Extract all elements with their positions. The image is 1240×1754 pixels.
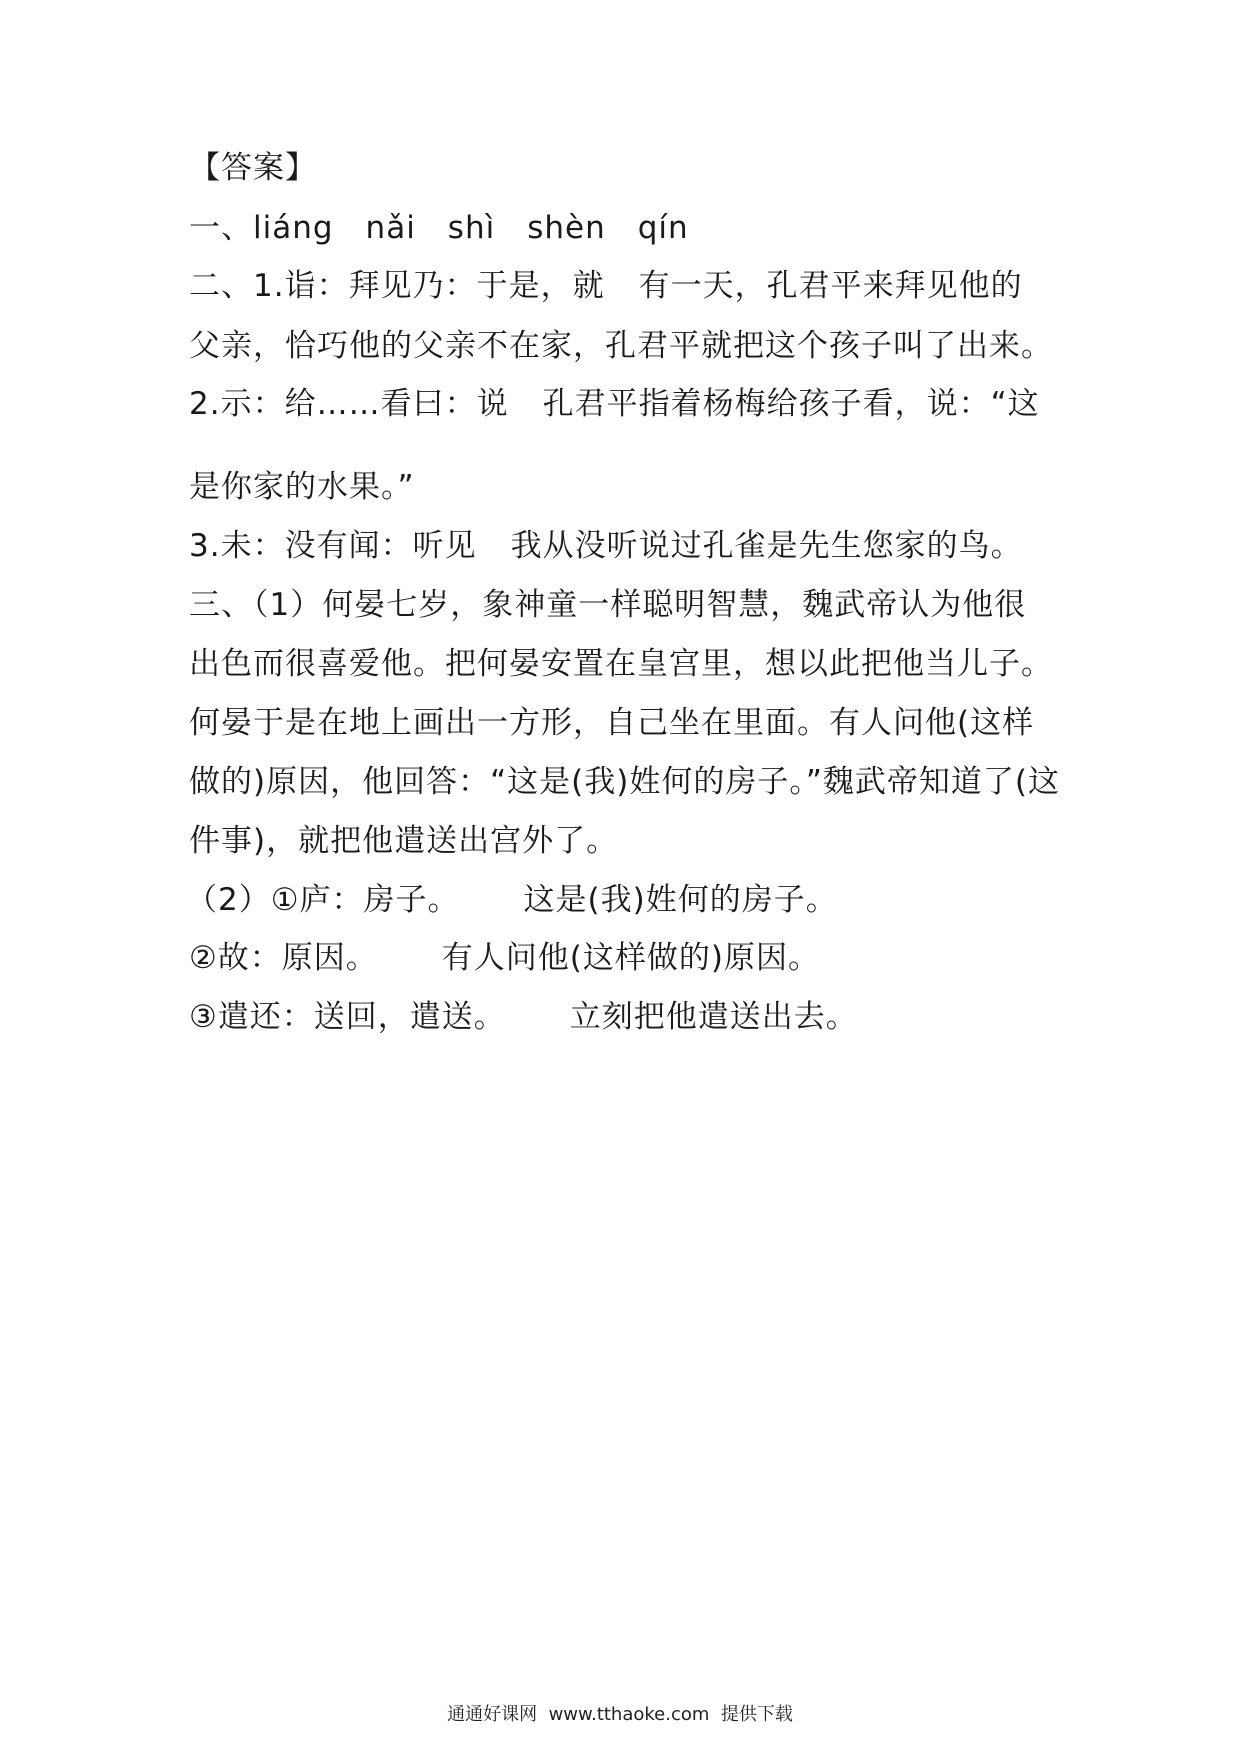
section1-pinyin: 一、liáng nǎi shì shèn qín <box>189 210 689 246</box>
section3-paragraph-line2: 出色而很喜爱他。把何晏安置在皇宫里，想以此把他当儿子。 <box>189 646 1053 682</box>
answer-heading: 【答案】 <box>189 150 317 186</box>
section2-line1-part-a: 二、1.诣：拜见乃：于是，就 <box>189 268 605 304</box>
section3-paragraph-line5: 件事)，就把他遣送出宫外了。 <box>189 823 619 859</box>
section3-q4-part-a: ③遣还：送回，遣送。 <box>189 999 506 1035</box>
section2-line3-part-a: 2.示：给……看曰：说 <box>189 386 509 422</box>
section2-line2: 父亲，恰巧他的父亲不在家，孔君平就把这个孩子叫了出来。 <box>189 328 1053 364</box>
section2-line3-part-b: 孔君平指着杨梅给孩子看，说：“这 <box>542 386 1040 422</box>
section2-line5-part-a: 3.未：没有闻：听见 <box>189 528 477 564</box>
section2-line5-part-b: 我从没听说过孔雀是先生您家的鸟。 <box>510 528 1023 564</box>
section3-q3-part-b: 有人问他(这样做的)原因。 <box>441 940 820 976</box>
section3-q3-part-a: ②故：原因。 <box>189 940 378 976</box>
section3-q2-part-a: （2）①庐：房子。 <box>186 882 460 918</box>
section2-line3 <box>189 384 1040 424</box>
section2-line4: 是你家的水果。” <box>189 469 415 505</box>
footer-source: 通通好课网 www.tthaoke.com 提供下载 <box>447 1704 793 1725</box>
section3-paragraph-line1: 三、（1）何晏七岁，象神童一样聪明智慧，魏武帝认为他很 <box>189 587 1027 623</box>
section3-q2-part-b: 这是(我)姓何的房子。 <box>523 882 838 918</box>
section3-paragraph-line3: 何晏于是在地上画出一方形，自己坐在里面。有人问他(这样 <box>189 705 1035 741</box>
section2-line5 <box>189 526 1023 566</box>
section2-line1 <box>189 266 1023 306</box>
section3-q4-part-b: 立刻把他遣送出去。 <box>569 999 858 1035</box>
section3-q3 <box>189 938 820 978</box>
section2-line1-part-b: 有一天，孔君平来拜见他的 <box>638 268 1023 304</box>
section3-paragraph-line4: 做的)原因，他回答：“这是(我)姓何的房子。”魏武帝知道了(这 <box>189 764 1060 800</box>
section3-q2 <box>186 880 838 920</box>
section3-q4 <box>189 997 858 1037</box>
